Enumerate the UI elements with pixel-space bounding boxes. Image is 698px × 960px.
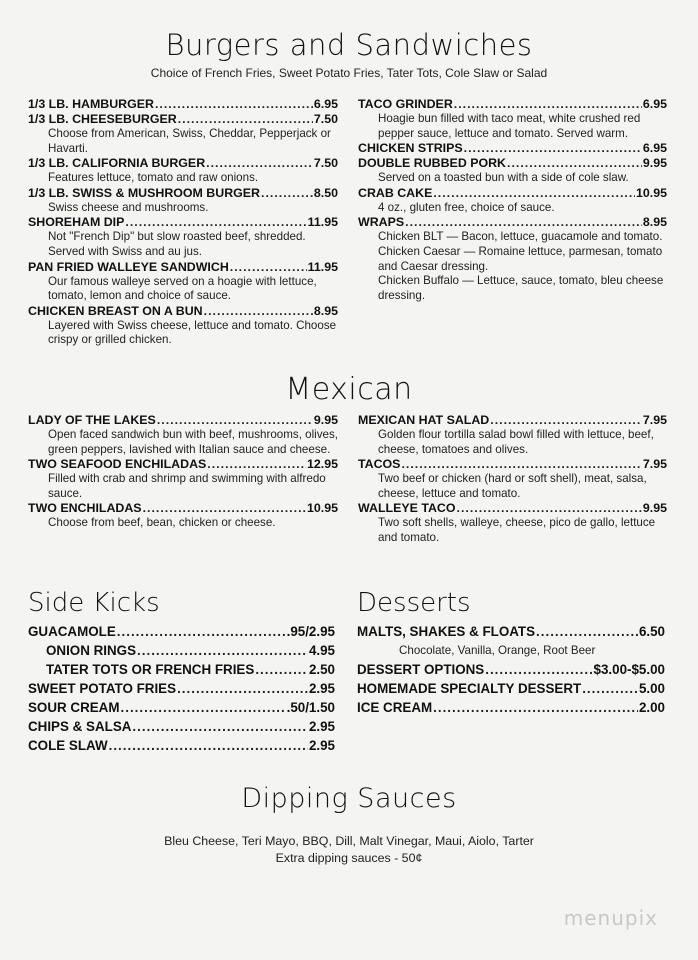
menu-item <box>28 641 335 660</box>
desserts-title: Desserts <box>357 588 471 618</box>
menu-item-name: COLE SLAW <box>28 738 108 753</box>
dot-leader <box>255 660 308 679</box>
menu-item-row <box>358 186 667 201</box>
dot-leader <box>157 413 313 428</box>
dot-leader <box>261 186 313 201</box>
menu-item <box>358 215 667 303</box>
menu-item-row <box>358 97 667 112</box>
watermark-logo: menupix <box>563 906 658 930</box>
dot-leader <box>206 156 313 171</box>
menu-item-description: Our famous walleye served on a hoagie with lettuce, tomato, lemon and choice of sauce. <box>48 274 317 303</box>
menu-item-name: 1/3 LB. HAMBURGER <box>28 97 154 111</box>
menu-item <box>358 413 667 457</box>
sides-column <box>28 622 335 755</box>
menu-item-price: 9.95 <box>313 413 338 427</box>
menu-item-price: 4.95 <box>308 643 335 658</box>
menu-item-price: 12.95 <box>306 457 338 472</box>
dot-leader <box>507 156 642 171</box>
menu-item-description: Choose from American, Swiss, Cheddar, Pepperjack or Havarti. <box>48 127 331 155</box>
menu-item-row <box>358 501 667 516</box>
menu-item-description: Swiss cheese and mushrooms. <box>48 200 209 214</box>
menu-item <box>358 501 667 545</box>
menu-item-row <box>28 622 335 641</box>
dot-leader <box>207 457 306 472</box>
menu-item-price: 6.95 <box>642 97 667 111</box>
burgers-title: Burgers and Sandwiches <box>165 28 533 62</box>
menu-item <box>28 260 338 304</box>
menu-item-price: 10.95 <box>306 501 338 516</box>
menu-item-row <box>28 717 335 736</box>
menu-item-row <box>28 186 338 201</box>
menu-item-name: CRAB CAKE <box>358 185 433 200</box>
menu-item-name: DESSERT OPTIONS <box>357 662 485 677</box>
menu-item <box>28 717 335 736</box>
menu-item-row <box>28 736 335 755</box>
menu-item-price: 9.95 <box>642 501 667 516</box>
menu-item-price: 2.95 <box>308 738 335 753</box>
menu-item <box>28 112 338 156</box>
menu-item <box>28 501 338 531</box>
menu-item-name: LADY OF THE LAKES <box>28 413 156 427</box>
menu-item-description: Filled with crab and shrimp and swimming with alfredo sauce. <box>48 472 326 500</box>
menu-item-description: Two beef or chicken (hard or soft shell), meat, salsa, cheese, lettuce and tomato. <box>378 472 647 500</box>
menu-item <box>28 622 335 641</box>
sides-title: Side Kicks <box>28 588 160 618</box>
menu-item-row <box>358 141 667 156</box>
dot-leader <box>204 304 313 319</box>
dot-leader <box>536 622 638 641</box>
dot-leader <box>132 717 308 736</box>
menu-item-name: 1/3 LB. CHEESEBURGER <box>28 112 177 126</box>
menu-item-row <box>28 413 338 428</box>
menu-item-price: 11.95 <box>307 259 338 274</box>
dot-leader <box>121 698 286 717</box>
menu-item-name: MEXICAN HAT SALAD <box>358 413 490 427</box>
menu-item-name: ICE CREAM <box>357 700 433 715</box>
menu-item-row <box>357 660 665 679</box>
menu-item-price: 6.95 <box>313 97 338 111</box>
menu-item-row <box>28 660 335 679</box>
menu-item <box>28 97 338 112</box>
dot-leader <box>401 457 641 472</box>
menu-item-name: ONION RINGS <box>46 643 137 658</box>
menu-item-row <box>357 622 665 641</box>
dot-leader <box>177 679 308 698</box>
menu-item-price: 10.95 <box>635 185 667 200</box>
menu-item <box>358 97 667 141</box>
menu-item-name: CHIPS & SALSA <box>28 719 132 734</box>
menu-item-name: 1/3 LB. CALIFORNIA BURGER <box>28 156 206 171</box>
menu-item-description: 4 oz., gluten free, choice of sauce. <box>378 200 555 214</box>
dot-leader <box>433 698 638 717</box>
menu-item-row <box>357 698 665 717</box>
dot-leader <box>109 736 308 755</box>
menu-item-description: Not "French Dip" but slow roasted beef, shredded. Served with Swiss and au jus. <box>48 230 306 258</box>
menu-item-price: 6.95 <box>642 141 667 156</box>
menu-item-row <box>28 679 335 698</box>
menu-item-description: Open faced sandwich bun with beef, mushrooms, olives, green peppers, lavished with Italian sauce and cheese. <box>48 428 338 456</box>
menu-item-row <box>358 156 667 171</box>
menu-item-row <box>28 112 338 127</box>
menu-item-name: DOUBLE RUBBED PORK <box>358 156 507 171</box>
menu-item-name: MALTS, SHAKES & FLOATS <box>357 624 536 639</box>
menu-item-description: Choose from beef, bean, chicken or cheese. <box>48 516 276 530</box>
menu-item-name: WALLEYE TACO <box>358 501 456 516</box>
menu-item <box>28 457 338 501</box>
menu-item-name: HOMEMADE SPECIALTY DESSERT <box>357 681 582 696</box>
menu-item-price: 5.00 <box>638 681 665 696</box>
menu-item-price: .95/2.95 <box>286 624 335 639</box>
menu-item <box>358 186 667 216</box>
menu-item-price: .50/1.50 <box>286 700 335 715</box>
dot-leader <box>582 679 638 698</box>
menu-item <box>357 679 665 698</box>
menu-item-row <box>28 260 338 275</box>
menu-item-price: 2.00 <box>638 700 665 715</box>
menu-item-price: 2.50 <box>308 662 335 677</box>
dot-leader <box>125 215 306 230</box>
menu-item-name: TACO GRINDER <box>358 97 453 111</box>
burgers-right-column <box>358 97 667 303</box>
menu-item-description: Chocolate, Vanilla, Orange, Root Beer <box>399 644 596 657</box>
menu-item <box>28 215 338 259</box>
menu-item <box>28 660 335 679</box>
menu-item <box>28 679 335 698</box>
menu-item-row <box>28 156 338 171</box>
menu-item-description: Hoagie bun filled with taco meat, white crushed red pepper sauce, lettuce and tomato. Served warm. <box>378 112 641 140</box>
menu-item-price: 9.95 <box>642 156 667 171</box>
dipping-list: Bleu Cheese, Teri Mayo, BBQ, Dill, Malt Vinegar, Maui, Aiolo, Tarter <box>164 834 534 848</box>
menu-item-row <box>28 457 338 472</box>
dot-leader <box>143 501 306 516</box>
menu-item <box>28 186 338 216</box>
menu-item-row <box>358 215 667 230</box>
menu-item-price: 7.95 <box>642 413 667 427</box>
menu-item-row <box>28 641 335 660</box>
dot-leader <box>178 112 313 127</box>
dot-leader <box>117 622 286 641</box>
menu-item-name: SWEET POTATO FRIES <box>28 681 177 696</box>
dot-leader <box>490 413 642 428</box>
dot-leader <box>230 260 307 275</box>
menu-item-name: TWO SEAFOOD ENCHILADAS <box>28 457 207 472</box>
menu-item <box>28 413 338 457</box>
menu-item-name: TACOS <box>358 457 401 472</box>
dot-leader <box>454 97 642 112</box>
burgers-subtitle: Choice of French Fries, Sweet Potato Fries, Tater Tots, Cole Slaw or Salad <box>150 66 548 80</box>
burgers-left-column <box>28 97 338 348</box>
mexican-right-column <box>358 413 667 546</box>
dot-leader <box>457 501 642 516</box>
menu-item-price: 7.95 <box>642 457 667 472</box>
menu-item-row <box>357 679 665 698</box>
dot-leader <box>155 97 313 112</box>
menu-item-name: 1/3 LB. SWISS & MUSHROOM BURGER <box>28 185 260 200</box>
menu-item-name: CHICKEN STRIPS <box>358 141 463 156</box>
dot-leader <box>464 141 642 156</box>
menu-item <box>357 698 665 717</box>
desserts-column <box>357 622 665 717</box>
menu-item-name: TATER TOTS OR FRENCH FRIES <box>46 662 255 677</box>
menu-item-description: Two soft shells, walleye, cheese, pico de gallo, lettuce and tomato. <box>378 516 656 544</box>
menu-item-row <box>28 304 338 319</box>
menu-item-price: 8.95 <box>642 215 667 230</box>
menu-item-name: CHICKEN BREAST ON A BUN <box>28 303 203 318</box>
menu-item <box>28 698 335 717</box>
menu-item-row <box>28 698 335 717</box>
mexican-title: Mexican <box>285 372 413 407</box>
menu-item-name: PAN FRIED WALLEYE SANDWICH <box>28 259 229 274</box>
menu-item <box>358 141 667 156</box>
menu-item-row <box>28 501 338 516</box>
dipping-title: Dipping Sauces <box>241 783 457 814</box>
menu-item-name: SHOREHAM DIP <box>28 215 125 230</box>
menu-item-row <box>28 215 338 230</box>
menu-item-description: Served on a toasted bun with a side of cole slaw. <box>378 171 629 185</box>
menu-item <box>357 660 665 679</box>
menu-item-description: Golden flour tortilla salad bowl filled with lettuce, beef, cheese, tomatoes and olives. <box>378 428 654 456</box>
menu-item-price: 2.95 <box>308 719 335 734</box>
menu-item-description: Chicken Buffalo — Lettuce, sauce, tomato, bleu cheese dressing. <box>378 274 664 302</box>
menu-item-name: WRAPS <box>358 215 405 230</box>
dipping-extra: Extra dipping sauces - 50¢ <box>275 851 423 865</box>
menu-item-row <box>358 413 667 428</box>
menu-item-description: Chicken Caesar — Romaine lettuce, parmesan, tomato and Caesar dressing. <box>378 244 663 273</box>
dot-leader <box>137 641 308 660</box>
menu-item-price: 7.50 <box>313 156 338 171</box>
menu-item-price: 8.95 <box>313 303 338 318</box>
menu-item-price: 2.95 <box>308 681 335 696</box>
mexican-left-column <box>28 413 338 531</box>
dot-leader <box>405 215 642 230</box>
menu-item <box>28 736 335 755</box>
menu-item-price: $3.00-$5.00 <box>593 662 665 677</box>
menu-item <box>357 622 665 660</box>
menu-item-description: Features lettuce, tomato and raw onions. <box>48 171 259 185</box>
menu-item-name: TWO ENCHILADAS <box>28 501 142 516</box>
menu-item-price: 7.50 <box>313 112 338 126</box>
menu-item <box>358 457 667 501</box>
menu-item-row <box>358 457 667 472</box>
menu-item-name: GUACAMOLE <box>28 624 116 639</box>
menu-item-price: 6.50 <box>638 624 665 639</box>
menu-item-price: 11.95 <box>307 215 338 230</box>
menu-item <box>28 304 338 348</box>
menu-item-description: Layered with Swiss cheese, lettuce and tomato. Choose crispy or grilled chicken. <box>48 318 337 347</box>
menu-item-name: SOUR CREAM <box>28 700 120 715</box>
menu-item <box>358 156 667 186</box>
dot-leader <box>433 186 635 201</box>
menu-item <box>28 156 338 186</box>
dot-leader <box>485 660 592 679</box>
menu-item-price: 8.50 <box>313 185 338 200</box>
menu-item-description: Chicken BLT — Bacon, lettuce, guacamole and tomato. <box>378 230 663 244</box>
menu-item-row <box>28 97 338 112</box>
